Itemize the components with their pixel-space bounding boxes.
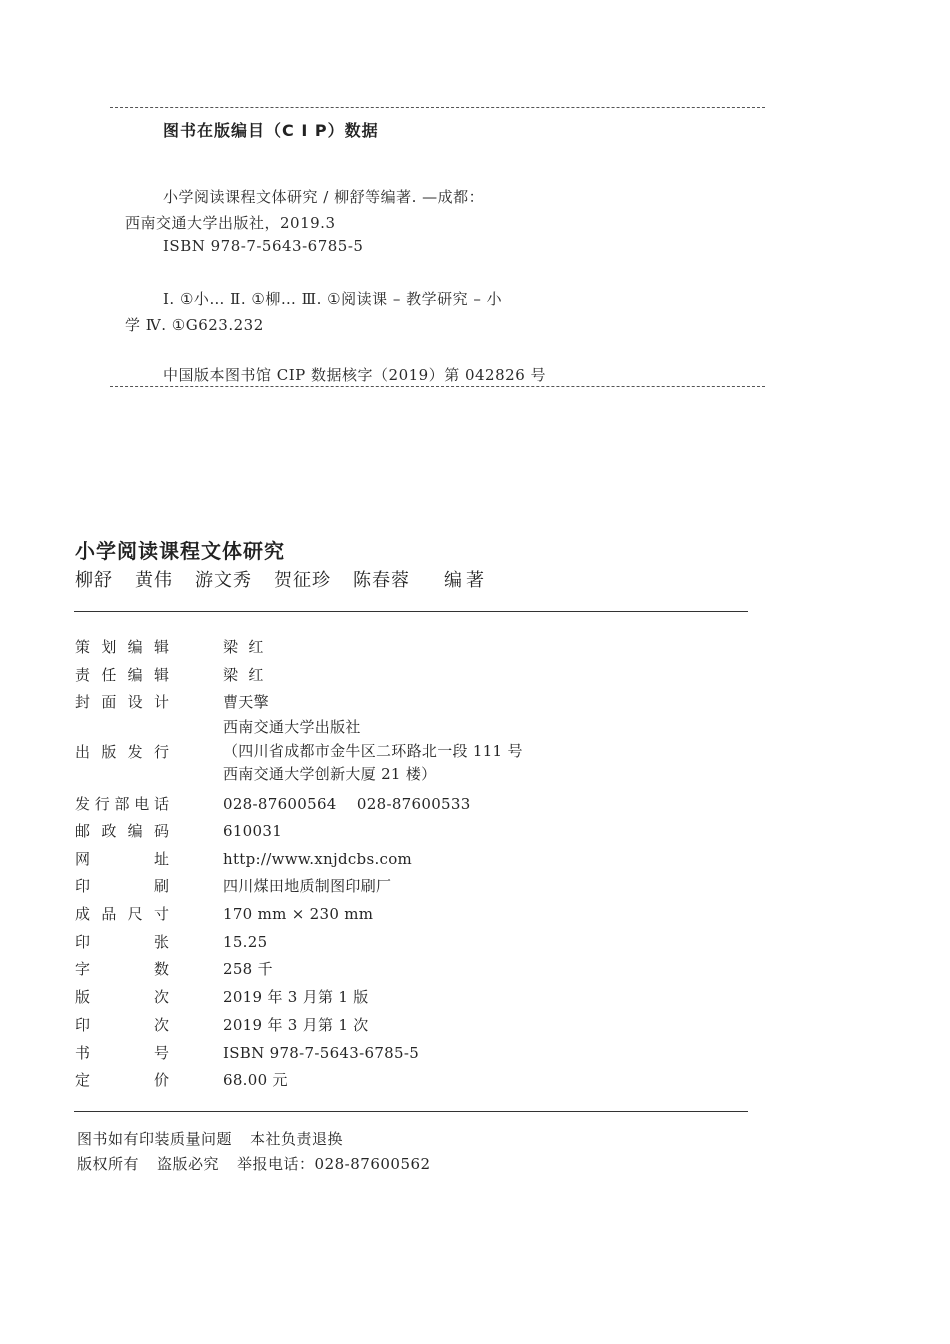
detail-value: http://www.xnjdcbs.com <box>223 850 413 868</box>
cip-publisher-line: 西南交通大学出版社，2019.3 <box>125 214 336 232</box>
detail-label: 版 次 <box>75 988 169 1006</box>
detail-label: 成 品 尺 寸 <box>75 905 169 923</box>
detail-value: 2019 年 3 月第 1 次 <box>223 1016 369 1034</box>
detail-value: 梁 红 <box>223 638 264 656</box>
detail-value: 15.25 <box>223 933 268 951</box>
author-name: 陈春蓉 <box>353 570 410 591</box>
publisher-line: 西南交通大学创新大厦 21 楼） <box>223 765 437 783</box>
detail-label: 印 次 <box>75 1016 169 1034</box>
rights-reserved-text: 版权所有 <box>77 1155 140 1173</box>
detail-value: ISBN 978-7-5643-6785-5 <box>223 1044 420 1062</box>
cip-bottom-dashed-rule <box>110 386 765 387</box>
detail-label: 印 张 <box>75 933 169 951</box>
publisher-address-block <box>223 716 523 787</box>
detail-value: 曹天擎 <box>223 693 269 711</box>
detail-value: 2019 年 3 月第 1 版 <box>223 988 369 1006</box>
detail-label: 书 号 <box>75 1044 169 1062</box>
detail-label: 封 面 设 计 <box>75 693 169 711</box>
book-title: 小学阅读课程文体研究 <box>75 539 285 563</box>
publisher-line: 西南交通大学出版社 <box>223 718 361 736</box>
cip-verification-line: 中国版本图书馆 CIP 数据核字（2019）第 042826 号 <box>163 366 547 384</box>
detail-value: 258 千 <box>223 960 273 978</box>
detail-value: 四川煤田地质制图印刷厂 <box>223 877 392 895</box>
detail-value: 梁 红 <box>223 666 264 684</box>
details-top-rule <box>74 611 748 612</box>
details-bottom-rule <box>74 1111 748 1112</box>
detail-value: 170 mm × 230 mm <box>223 905 374 923</box>
detail-label: 印 刷 <box>75 877 169 895</box>
author-name: 游文秀 <box>195 570 252 591</box>
detail-label: 责 任 编 辑 <box>75 666 169 684</box>
author-name: 黄伟 <box>135 570 173 591</box>
cip-isbn-line: ISBN 978-7-5643-6785-5 <box>163 237 364 255</box>
detail-label: 出 版 发 行 <box>75 743 169 761</box>
cip-title-line: 小学阅读课程文体研究 / 柳舒等编著. —成都： <box>163 188 485 206</box>
detail-label: 字 数 <box>75 960 169 978</box>
detail-label: 邮 政 编 码 <box>75 822 169 840</box>
report-phone-text: 举报电话：028-87600562 <box>237 1155 431 1173</box>
detail-label: 网 址 <box>75 850 169 868</box>
author-role: 编著 <box>444 570 488 591</box>
quality-notice <box>77 1128 361 1149</box>
cip-heading: 图书在版编目（C I P）数据 <box>163 121 379 140</box>
detail-label: 策 划 编 辑 <box>75 638 169 656</box>
cip-top-dashed-rule <box>110 107 765 108</box>
detail-value: 028-87600564 028-87600533 <box>223 795 471 813</box>
return-notice-text: 本社负责退换 <box>250 1130 344 1148</box>
piracy-notice-text: 盗版必究 <box>157 1155 220 1173</box>
author-name: 贺征珍 <box>274 570 331 591</box>
quality-notice-text: 图书如有印装质量问题 <box>77 1130 233 1148</box>
detail-value: 68.00 元 <box>223 1071 288 1089</box>
detail-value: 610031 <box>223 822 283 840</box>
cip-subject-line: Ⅰ. ①小… Ⅱ. ①柳… Ⅲ. ①阅读课 – 教学研究 – 小 <box>163 290 503 308</box>
detail-label: 定 价 <box>75 1071 169 1089</box>
publisher-line: （四川省成都市金牛区二环路北一段 111 号 <box>223 741 523 760</box>
detail-label: 发 行 部 电 话 <box>75 795 169 813</box>
cip-classification-line: 学 Ⅳ. ①G623.232 <box>125 316 264 334</box>
author-name: 柳舒 <box>75 570 113 591</box>
author-list <box>75 566 510 592</box>
copyright-notice <box>77 1153 449 1174</box>
